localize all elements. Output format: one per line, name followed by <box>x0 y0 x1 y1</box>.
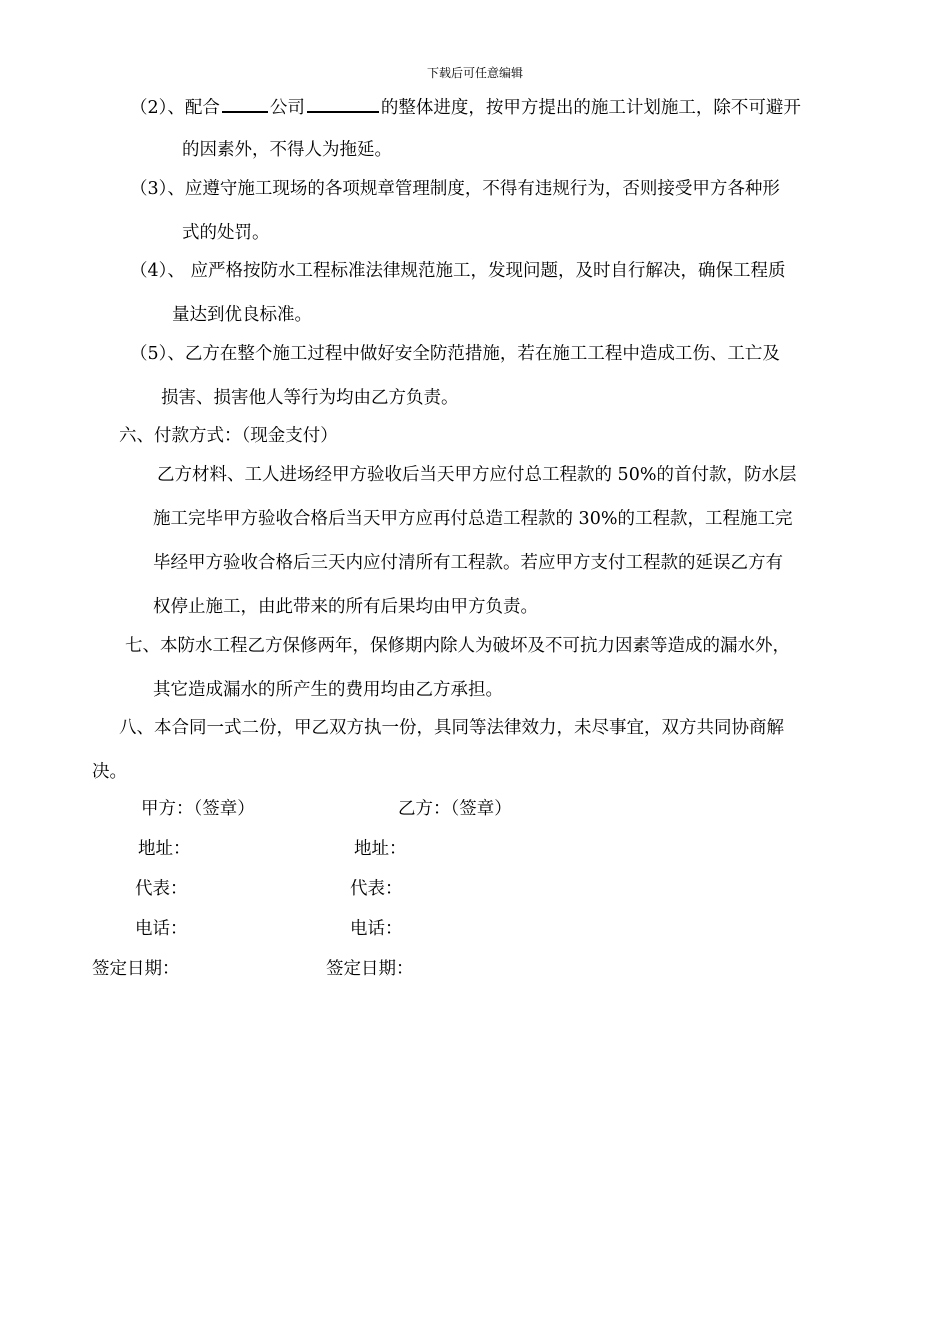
party-b-sign-date: 签定日期： <box>326 959 414 979</box>
clause-item-2-company: 公司 <box>269 98 305 118</box>
party-b-representative: 代表： <box>350 879 403 899</box>
party-a-phone: 电话： <box>135 919 188 939</box>
payment-line-3: 毕经甲方验收合格后三天内应付清所有工程款。若应甲方支付工程款的延误乙方有 <box>153 553 783 573</box>
payment-line-4: 权停止施工，由此带来的所有后果均由甲方负责。 <box>153 597 538 617</box>
clause-item-2-rest: 的整体进度，按甲方提出的施工计划施工，除不可避开 <box>380 98 801 118</box>
payment-line-2: 施工完毕甲方验收合格后当天甲方应再付总造工程款的 30%的工程款，工程施工完 <box>153 509 793 529</box>
clause-item-2-prefix: （2）、配合 <box>130 98 220 118</box>
payment-heading: 六、付款方式：（现金支付） <box>119 426 338 446</box>
party-a-seal: 甲方：（签章） <box>141 799 255 819</box>
clause-item-2-line-2: 的因素外，不得人为拖延。 <box>182 140 392 160</box>
copies-line-2: 决。 <box>92 762 127 782</box>
warranty-line-1: 七、本防水工程乙方保修两年，保修期内除人为破坏及不可抗力因素等造成的漏水外， <box>125 636 790 656</box>
party-a-sign-date: 签定日期： <box>92 959 180 979</box>
clause-item-5-line-2: 损害、损害他人等行为均由乙方负责。 <box>161 388 459 408</box>
page-header: 下载后可任意编辑 <box>426 66 523 80</box>
clause-item-5-line-1: （5）、乙方在整个施工过程中做好安全防范措施，若在施工工程中造成工伤、工亡及 <box>130 344 780 364</box>
clause-item-3-line-1: （3）、应遵守施工现场的各项规章管理制度，不得有违规行为，否则接受甲方各种形 <box>130 179 780 199</box>
clause-item-4-line-2: 量达到优良标准。 <box>172 305 312 325</box>
party-a-address: 地址： <box>138 839 191 859</box>
warranty-line-2: 其它造成漏水的所产生的费用均由乙方承担。 <box>153 680 503 700</box>
payment-line-1: 乙方材料、工人进场经甲方验收后当天甲方应付总工程款的 50%的首付款，防水层 <box>157 465 797 485</box>
copies-line-1: 八、本合同一式二份，甲乙双方执一份，具同等法律效力，未尽事宜，双方共同协商解 <box>119 718 784 738</box>
party-b-address: 地址： <box>354 839 407 859</box>
clause-item-2-line-1 <box>130 95 801 119</box>
blank-company-name[interactable] <box>222 95 268 113</box>
party-b-phone: 电话： <box>350 919 403 939</box>
clause-item-3-line-2: 式的处罚。 <box>182 223 270 243</box>
blank-project-name[interactable] <box>307 95 379 113</box>
party-a-representative: 代表： <box>135 879 188 899</box>
party-b-seal: 乙方：（签章） <box>398 799 512 819</box>
clause-item-4-line-1: （4）、 应严格按防水工程标准法律规范施工，发现问题，及时自行解决，确保工程质 <box>130 261 786 281</box>
